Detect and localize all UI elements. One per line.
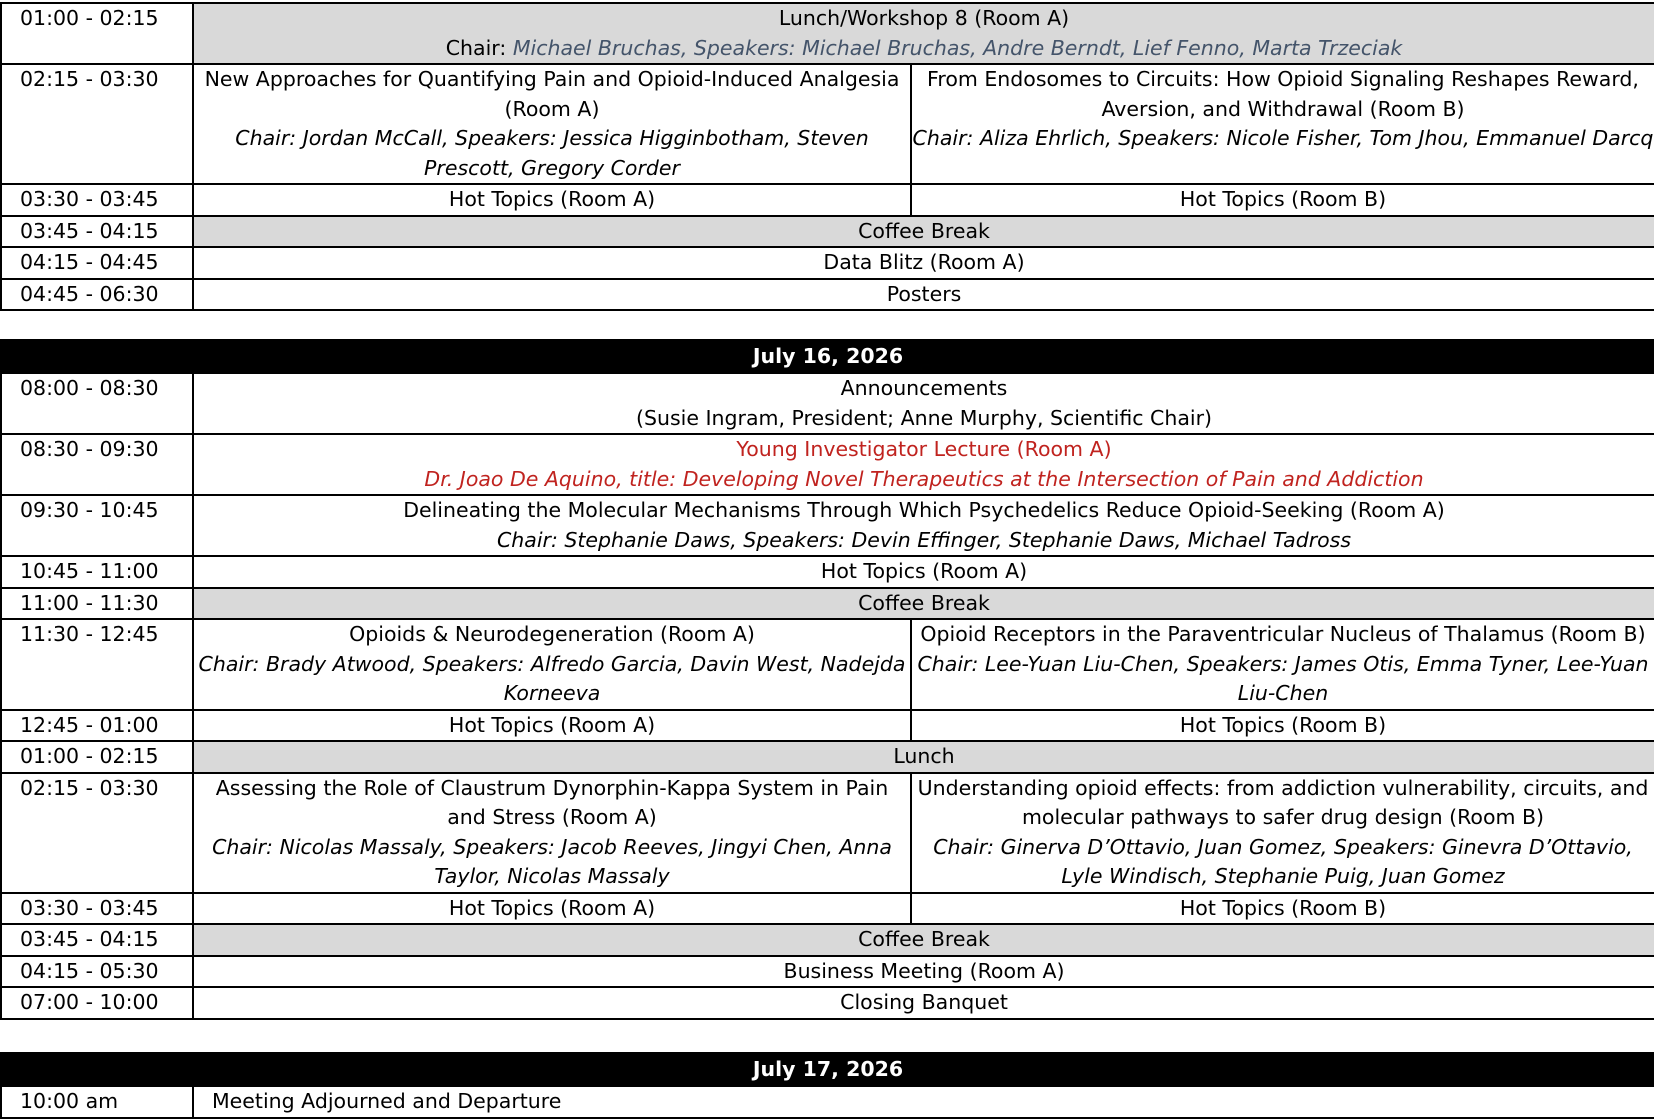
time-cell: 04:15 - 04:45 [1,247,193,279]
time-cell: 03:45 - 04:15 [1,924,193,956]
schedule-row [1,588,1654,620]
time-cell: 10:45 - 11:00 [1,556,193,588]
schedule-row [1,710,1654,742]
session-title: From Endosomes to Circuits: How Opioid Signaling Reshapes Reward, Aversion, and Withdrawal (Room B) [927,67,1639,121]
schedule-table-july-16 [0,339,1654,1020]
session-title: Lunch/Workshop 8 (Room A) [778,6,1070,30]
time-cell: 11:30 - 12:45 [1,619,193,710]
session-cell-room-a: Hot Topics (Room A) [193,710,911,742]
schedule-row [1,773,1654,893]
day-header: July 17, 2026 [1,1053,1654,1086]
schedule-table-july-17 [0,1052,1654,1119]
session-title: Announcements [840,376,1008,400]
session-cell: Posters [193,279,1654,311]
chair-speakers: Chair: Ginerva D’Ottavio, Juan Gomez, Speakers: Ginevra D’Ottavio, Lyle Windisch, Stephanie Puig, Juan Gomez [933,834,1633,888]
schedule-row [1,434,1654,495]
session-cell-room-a: Hot Topics (Room A) [193,893,911,925]
time-cell: 04:15 - 05:30 [1,956,193,988]
session-subtitle: (Susie Ingram, President; Anne Murphy, Scientific Chair) [635,405,1213,430]
session-cell-room-a [193,64,911,184]
day-header-row [1,340,1654,373]
session-cell-room-a [193,619,911,710]
schedule-row [1,279,1654,311]
time-cell: 02:15 - 03:30 [1,64,193,184]
time-cell: 07:00 - 10:00 [1,987,193,1019]
day-header-row [1,1053,1654,1086]
session-cell-room-b: Hot Topics (Room B) [911,184,1654,216]
session-cell [193,434,1654,495]
session-cell [193,495,1654,556]
time-cell: 02:15 - 03:30 [1,773,193,893]
session-title: New Approaches for Quantifying Pain and Opioid-Induced Analgesia (Room A) [204,67,900,121]
time-cell: 03:30 - 03:45 [1,184,193,216]
schedule-row [1,64,1654,184]
chair-speakers: Chair: Nicolas Massaly, Speakers: Jacob Reeves, Jingyi Chen, Anna Taylor, Nicolas Massaly [212,834,892,888]
schedule-row [1,556,1654,588]
time-cell: 01:00 - 02:15 [1,741,193,773]
session-cell [193,3,1654,64]
schedule-row [1,247,1654,279]
schedule-row [1,987,1654,1019]
chair-speakers: Chair: Aliza Ehrlich, Speakers: Nicole Fisher, Tom Jhou, Emmanuel Darcq [912,126,1654,150]
session-cell-room-b: Hot Topics (Room B) [911,710,1654,742]
schedule-row [1,893,1654,925]
session-cell: Data Blitz (Room A) [193,247,1654,279]
time-cell: 04:45 - 06:30 [1,279,193,311]
schedule-row [1,741,1654,773]
session-cell-room-b: Hot Topics (Room B) [911,893,1654,925]
time-cell: 11:00 - 11:30 [1,588,193,620]
session-cell: Meeting Adjourned and Departure [193,1086,1654,1118]
day-header: July 16, 2026 [1,340,1654,373]
session-title: Delineating the Molecular Mechanisms Through Which Psychedelics Reduce Opioid-Seeking (Room A) [403,498,1445,522]
chair-speakers: Chair: Stephanie Daws, Speakers: Devin Effinger, Stephanie Daws, Michael Tadross [496,527,1352,552]
session-cell-room-b [911,64,1654,184]
session-cell: Business Meeting (Room A) [193,956,1654,988]
session-title: Understanding opioid effects: from addiction vulnerability, circuits, and molecular pathways to safer drug design (Room B) [917,775,1649,829]
time-cell: 01:00 - 02:15 [1,3,193,64]
session-cell-room-a: Hot Topics (Room A) [193,184,911,216]
time-cell: 08:00 - 08:30 [1,373,193,434]
schedule-row [1,619,1654,710]
time-cell: 10:00 am [1,1086,193,1118]
schedule-row [1,495,1654,556]
chair-speakers: Chair: Lee-Yuan Liu-Chen, Speakers: James Otis, Emma Tyner, Lee-Yuan Liu-Chen [917,651,1649,705]
session-cell-room-b [911,619,1654,710]
session-title: Opioids & Neurodegeneration (Room A) [349,622,755,646]
chair-speakers: Michael Bruchas, Speakers: Michael Bruchas, Andre Berndt, Lief Fenno, Marta Trzeciak [512,35,1403,60]
session-title: Assessing the Role of Claustrum Dynorphin-Kappa System in Pain and Stress (Room A) [215,775,889,829]
session-title: Opioid Receptors in the Paraventricular Nucleus of Thalamus (Room B) [920,622,1646,646]
time-cell: 09:30 - 10:45 [1,495,193,556]
time-cell: 03:45 - 04:15 [1,216,193,248]
schedule-row [1,956,1654,988]
schedule-row [1,1086,1654,1118]
schedule-row [1,3,1654,64]
schedule-row [1,924,1654,956]
session-cell: Coffee Break [193,924,1654,956]
chair-speakers: Chair: Jordan McCall, Speakers: Jessica Higginbotham, Steven Prescott, Gregory Corder [235,126,869,180]
session-cell: Coffee Break [193,588,1654,620]
session-title: Young Investigator Lecture (Room A) [736,437,1112,461]
chair-speakers: Chair: Brady Atwood, Speakers: Alfredo Garcia, Davin West, Nadejda Korneeva [198,651,906,705]
session-cell-room-b [911,773,1654,893]
lecture-details: Dr. Joao De Aquino, title: Developing Novel Therapeutics at the Intersection of Pain and Addiction [424,466,1424,491]
chair-label: Chair: [445,35,507,60]
session-cell: Hot Topics (Room A) [193,556,1654,588]
schedule-table-previous-day [0,2,1654,311]
session-cell [193,373,1654,434]
schedule-row [1,373,1654,434]
schedule-row [1,184,1654,216]
time-cell: 03:30 - 03:45 [1,893,193,925]
session-cell: Lunch [193,741,1654,773]
time-cell: 08:30 - 09:30 [1,434,193,495]
session-cell-room-a [193,773,911,893]
session-cell: Closing Banquet [193,987,1654,1019]
schedule-row [1,216,1654,248]
session-cell: Coffee Break [193,216,1654,248]
time-cell: 12:45 - 01:00 [1,710,193,742]
